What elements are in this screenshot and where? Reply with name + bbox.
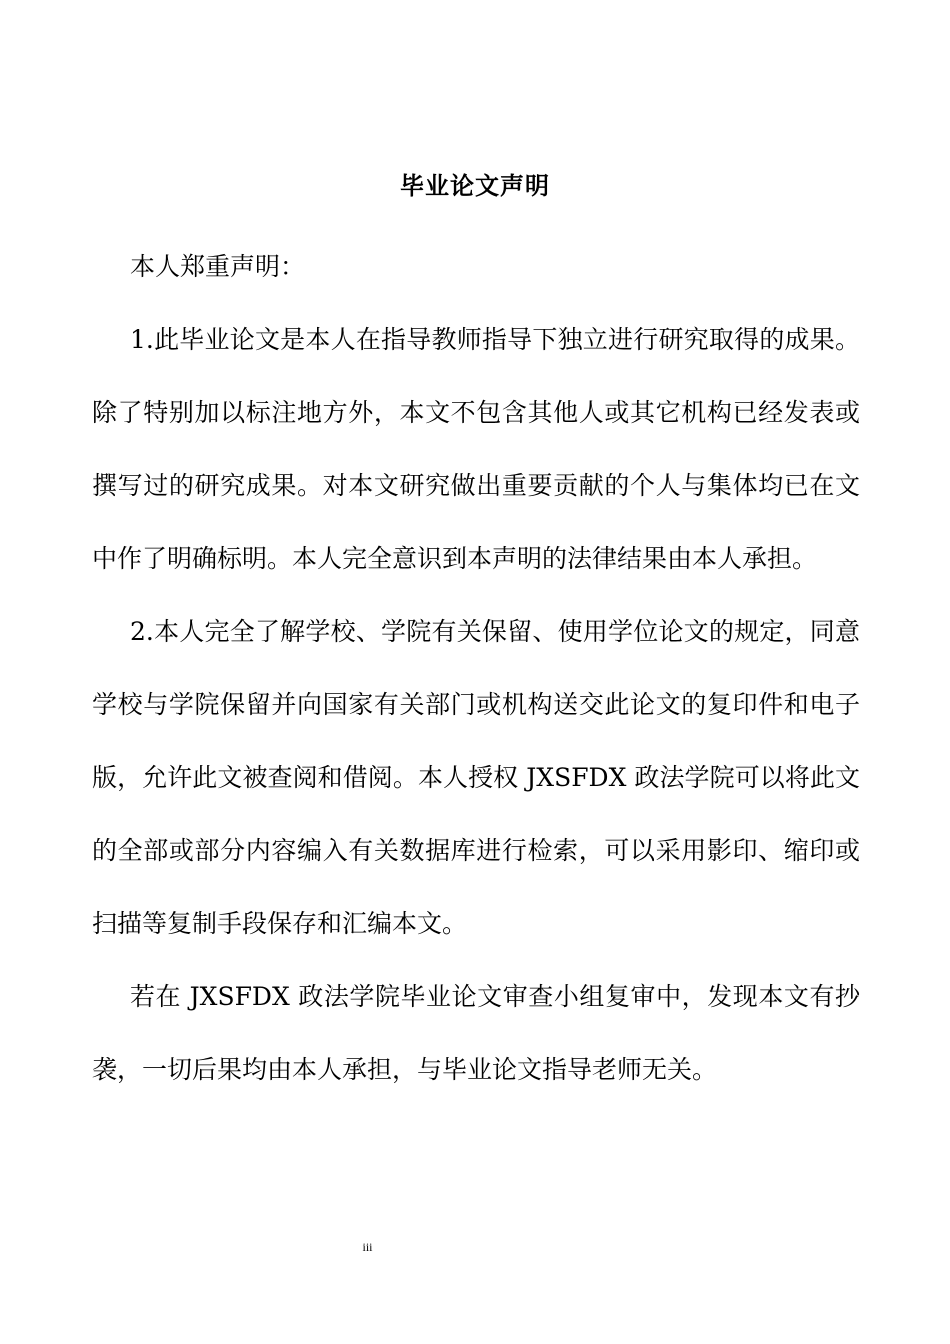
declaration-clause-3: 若在 JXSFDX 政法学院毕业论文审查小组复审中，发现本文有抄袭，一切后果均由本人承担，与毕业论文指导老师无关。 [92,982,860,1084]
page-number: iii [362,1240,373,1254]
declaration-clause-1: 1.此毕业论文是本人在指导教师指导下独立进行研究取得的成果。除了特别加以标注地方外，本文不包含其他人或其它机构已经发表或撰写过的研究成果。对本文研究做出重要贡献的个人与集体均已在文中作了明确标明。本人完全意识到本声明的法律结果由本人承担。 [92,325,860,573]
document-title: 毕业论文声明 [400,172,550,200]
declaration-body [92,230,860,1106]
declaration-clause-2: 2.本人完全了解学校、学院有关保留、使用学位论文的规定，同意学校与学院保留并向国家有关部门或机构送交此论文的复印件和电子版，允许此文被查阅和借阅。本人授权 JXSFDX 政法学院可以将此文的全部或部分内容编入有关数据库进行检索，可以采用影印、缩印或扫描等复制手段保存和汇编本文。 [92,617,860,938]
declaration-intro: 本人郑重声明： [130,252,306,281]
